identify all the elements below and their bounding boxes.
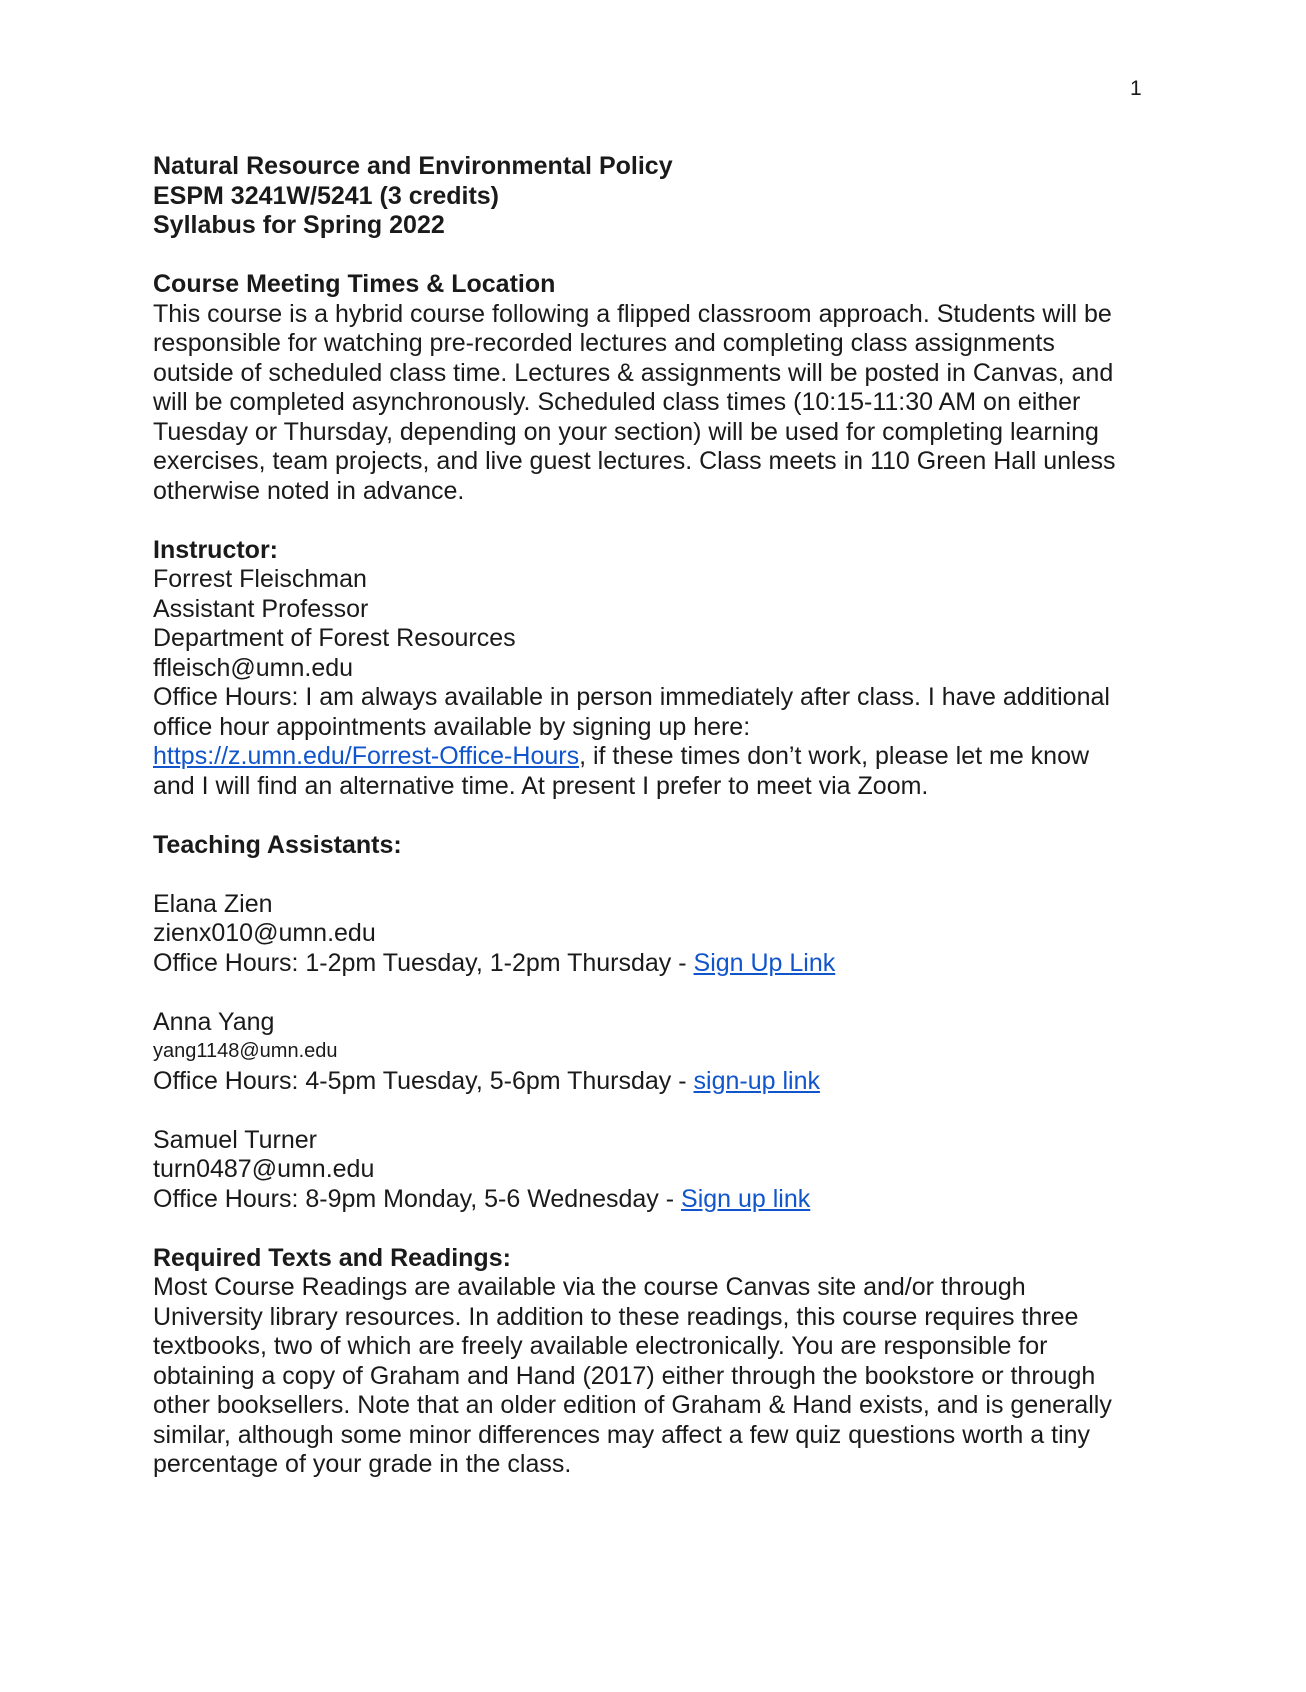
readings-line: University library resources. In addition to these readings, this course requires three: [153, 1302, 1079, 1331]
syllabus-term: Syllabus for Spring 2022: [153, 211, 445, 239]
instructor-office-hours-text: , if these times don’t work, please let me know: [579, 742, 1090, 770]
readings-line: textbooks, two of which are freely available electronically. You are responsible for: [153, 1332, 1048, 1360]
instructor-heading: Instructor:: [153, 535, 278, 564]
meeting-line: exercises, team projects, and live guest lectures. Class meets in 110 Green Hall unless: [153, 447, 1116, 475]
instructor-office-hours-line: office hour appointments available by signing up here:: [153, 712, 751, 741]
ta-entry: [153, 890, 1153, 979]
ta-signup-link[interactable]: Sign Up Link: [693, 948, 836, 977]
readings-heading: Required Texts and Readings:: [153, 1243, 511, 1272]
meeting-line: will be completed asynchronously. Scheduled class times (10:15-11:30 AM on either: [153, 388, 1081, 416]
ta-email: yang1148@umn.edu: [153, 1040, 338, 1062]
ta-signup-link[interactable]: Sign up link: [681, 1184, 811, 1213]
ta-office-hours: [153, 949, 1153, 979]
ta-entry: [153, 1126, 1153, 1215]
ta-office-hours: [153, 1185, 1153, 1215]
meeting-line: outside of scheduled class time. Lectures & assignments will be posted in Canvas, and: [153, 358, 1114, 387]
meeting-line: This course is a hybrid course following a flipped classroom approach. Students will be: [153, 299, 1112, 328]
ta-email: zienx010@umn.edu: [153, 919, 376, 947]
ta-office-hours-text: Office Hours: 8-9pm Monday, 5-6 Wednesday -: [153, 1184, 682, 1213]
instructor-name: Forrest Fleischman: [153, 565, 367, 593]
ta-name: Elana Zien: [153, 889, 273, 918]
page-number: 1: [1130, 77, 1142, 100]
syllabus-body: [153, 152, 1153, 1480]
ta-heading: Teaching Assistants:: [153, 830, 402, 859]
meeting-line: otherwise noted in advance.: [153, 476, 465, 505]
ta-name: Anna Yang: [153, 1007, 275, 1036]
readings-line: percentage of your grade in the class.: [153, 1450, 572, 1478]
instructor-office-hours-line: and I will find an alternative time. At present I prefer to meet via Zoom.: [153, 771, 929, 800]
instructor-office-hours-link[interactable]: https://z.umn.edu/Forrest-Office-Hours: [153, 742, 580, 770]
readings-line: obtaining a copy of Graham and Hand (2017) either through the bookstore or through: [153, 1361, 1096, 1390]
instructor-email: ffleisch@umn.edu: [153, 653, 354, 682]
ta-entry: [153, 1008, 1153, 1097]
ta-name: Samuel Turner: [153, 1125, 317, 1154]
meeting-section: [153, 270, 1153, 506]
document-header: [153, 152, 1153, 241]
readings-line: other booksellers. Note that an older edition of Graham & Hand exists, and is generally: [153, 1391, 1112, 1419]
course-title: Natural Resource and Environmental Policy: [153, 152, 673, 180]
ta-office-hours-text: Office Hours: 1-2pm Tuesday, 1-2pm Thursday -: [153, 948, 694, 977]
course-code: ESPM 3241W/5241 (3 credits): [153, 181, 499, 210]
ta-office-hours-text: Office Hours: 4-5pm Tuesday, 5-6pm Thursday -: [153, 1066, 694, 1095]
ta-signup-link[interactable]: sign-up link: [693, 1066, 820, 1095]
instructor-title: Assistant Professor: [153, 594, 369, 623]
instructor-department: Department of Forest Resources: [153, 624, 516, 652]
readings-line: Most Course Readings are available via the course Canvas site and/or through: [153, 1273, 1026, 1301]
readings-section: [153, 1244, 1153, 1480]
ta-section: [153, 831, 1153, 1215]
meeting-line: Tuesday or Thursday, depending on your section) will be used for completing learning: [153, 417, 1099, 446]
instructor-office-hours-line: [153, 742, 1153, 772]
ta-office-hours: [153, 1067, 1153, 1097]
instructor-section: [153, 536, 1153, 802]
meeting-line: responsible for watching pre-recorded lectures and completing class assignments: [153, 329, 1055, 357]
readings-line: similar, although some minor differences may affect a few quiz questions worth a tiny: [153, 1420, 1091, 1449]
ta-email: turn0487@umn.edu: [153, 1155, 375, 1183]
instructor-office-hours-line: Office Hours: I am always available in person immediately after class. I have additional: [153, 683, 1110, 711]
meeting-heading: Course Meeting Times & Location: [153, 270, 556, 298]
